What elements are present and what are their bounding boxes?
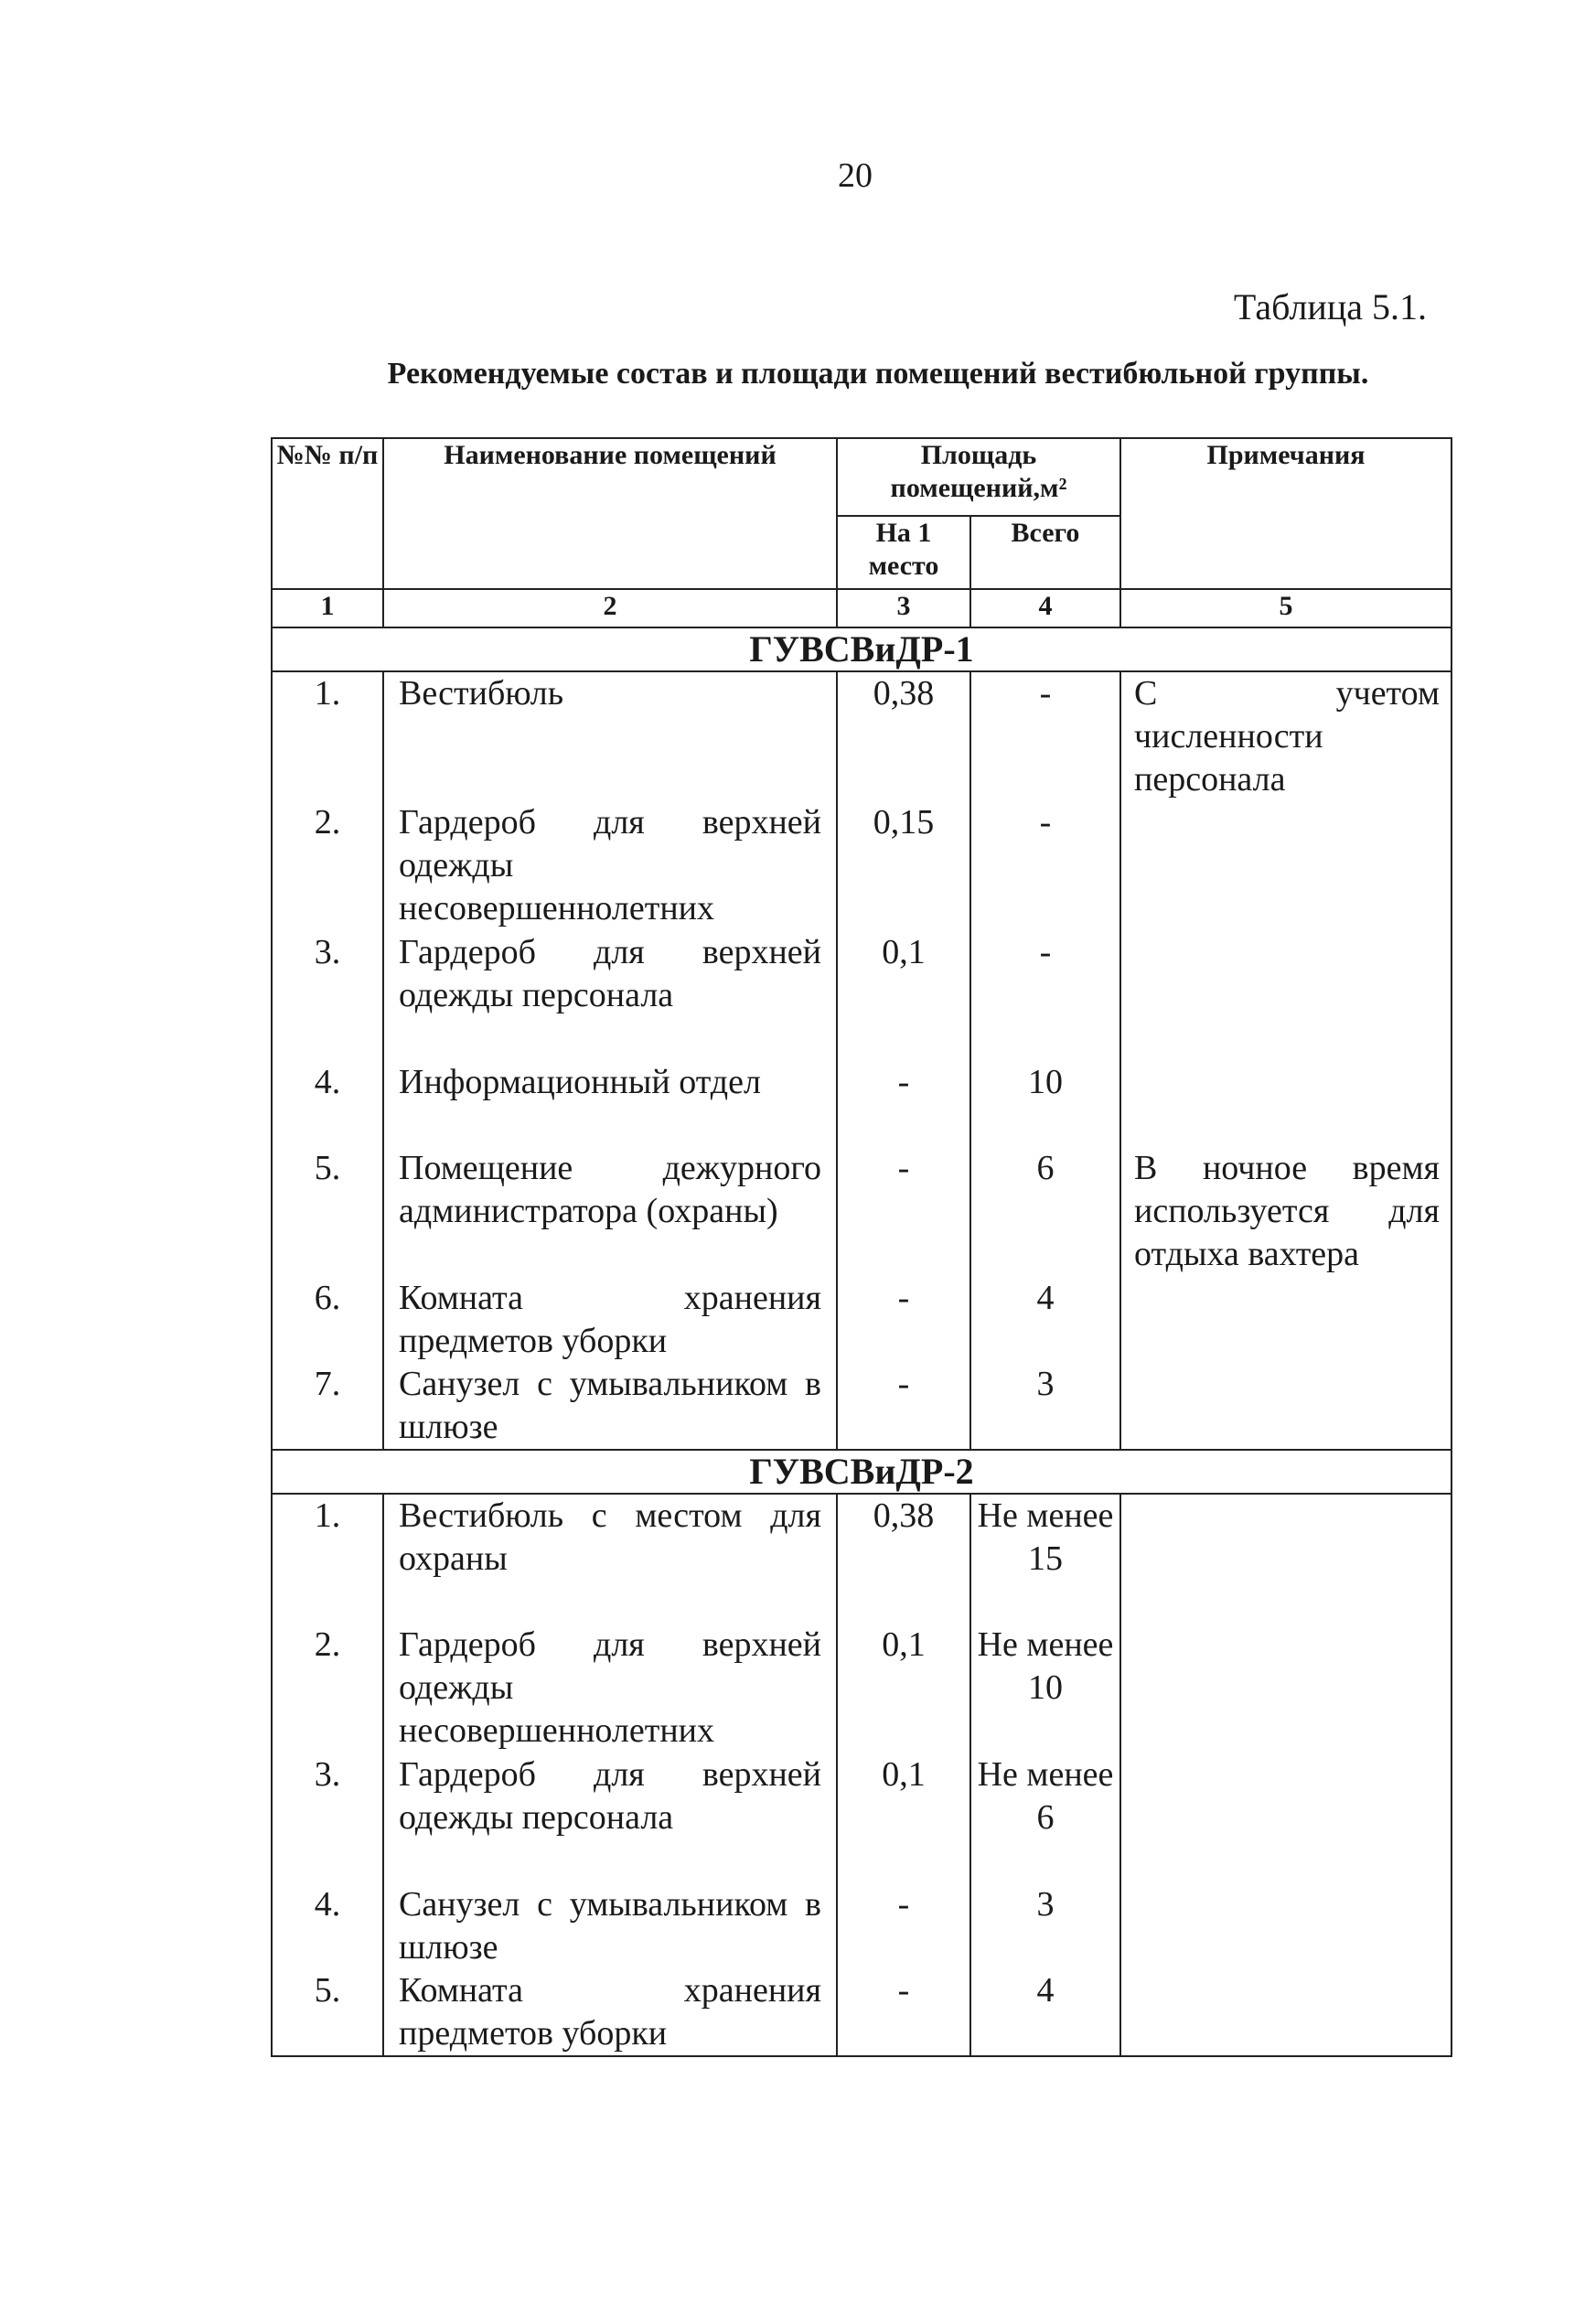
column-number: 4 — [970, 589, 1120, 627]
table-row — [272, 1277, 1451, 1363]
area-per-place: 0,1 — [837, 1753, 970, 1883]
room-note — [1120, 1753, 1451, 1883]
room-name: Гардероб для верхней одежды персонала — [383, 1753, 837, 1883]
row-number: 3. — [272, 931, 383, 1061]
header-area: Площадь помещений,м² — [837, 438, 1120, 516]
row-number: 5. — [272, 1147, 383, 1277]
room-name: Санузел с умывальником в шлюзе — [383, 1883, 837, 1969]
column-number: 3 — [837, 589, 970, 627]
area-per-place: - — [837, 1883, 970, 1969]
room-name: Вестибюль — [383, 671, 837, 801]
column-number: 1 — [272, 589, 383, 627]
table-row — [272, 1969, 1451, 2056]
rooms-table — [271, 437, 1452, 2057]
header-name: Наименование помещений — [383, 438, 837, 589]
column-number: 5 — [1120, 589, 1451, 627]
row-number: 6. — [272, 1277, 383, 1363]
row-number: 1. — [272, 671, 383, 801]
table-label: Таблица 5.1. — [1233, 286, 1427, 327]
area-per-place: 0,38 — [837, 1494, 970, 1624]
room-note — [1120, 1624, 1451, 1753]
header-total: Всего — [970, 516, 1120, 589]
area-per-place: - — [837, 1969, 970, 2056]
room-name: Гардероб для верхней одежды несовершеннолетних — [383, 801, 837, 931]
area-total: - — [970, 671, 1120, 801]
table-row — [272, 1061, 1451, 1147]
area-total: Не менее 15 — [970, 1494, 1120, 1624]
table-caption: Рекомендуемые состав и площади помещений вестибюльной группы. — [387, 357, 1369, 391]
row-number: 2. — [272, 1624, 383, 1753]
row-number: 7. — [272, 1363, 383, 1450]
table-row — [272, 801, 1451, 931]
room-name: Помещение дежурного администратора (охраны) — [383, 1147, 837, 1277]
room-name: Вестибюль с местом для охраны — [383, 1494, 837, 1624]
row-number: 5. — [272, 1969, 383, 2056]
room-note: В ночное время используется для отдыха вахтера — [1120, 1147, 1451, 1277]
room-name: Гардероб для верхней одежды персонала — [383, 931, 837, 1061]
group-title: ГУВСВиДР-2 — [272, 1450, 1451, 1494]
area-total: Не менее 6 — [970, 1753, 1120, 1883]
header-per-place: На 1 место — [837, 516, 970, 589]
area-total: - — [970, 801, 1120, 931]
row-number: 2. — [272, 801, 383, 931]
area-total: 4 — [970, 1277, 1120, 1363]
area-total: 10 — [970, 1061, 1120, 1147]
table-row — [272, 1883, 1451, 1969]
area-total: - — [970, 931, 1120, 1061]
area-total: 3 — [970, 1883, 1120, 1969]
table-row — [272, 1363, 1451, 1450]
table-row — [272, 1753, 1451, 1883]
page-number: 20 — [838, 156, 873, 195]
table-row — [272, 671, 1451, 801]
area-per-place: - — [837, 1147, 970, 1277]
area-per-place: - — [837, 1363, 970, 1450]
column-number: 2 — [383, 589, 837, 627]
area-total: 4 — [970, 1969, 1120, 2056]
area-per-place: 0,1 — [837, 1624, 970, 1753]
table-row — [272, 1624, 1451, 1753]
area-per-place: - — [837, 1277, 970, 1363]
table-row — [272, 1147, 1451, 1277]
room-name: Комната хранения предметов уборки — [383, 1277, 837, 1363]
area-per-place: 0,1 — [837, 931, 970, 1061]
room-note — [1120, 1061, 1451, 1147]
row-number: 1. — [272, 1494, 383, 1624]
row-number: 3. — [272, 1753, 383, 1883]
room-name: Санузел с умывальником в шлюзе — [383, 1363, 837, 1450]
room-note: С учетом численности персонала — [1120, 671, 1451, 801]
room-note — [1120, 1363, 1451, 1450]
row-number: 4. — [272, 1061, 383, 1147]
area-total: 6 — [970, 1147, 1120, 1277]
room-name: Информационный отдел — [383, 1061, 837, 1147]
header-number: №№ п/п — [272, 438, 383, 589]
room-note — [1120, 801, 1451, 931]
room-note — [1120, 1883, 1451, 1969]
area-total: Не менее 10 — [970, 1624, 1120, 1753]
group-title: ГУВСВиДР-1 — [272, 627, 1451, 671]
area-per-place: 0,38 — [837, 671, 970, 801]
table-row — [272, 1494, 1451, 1624]
room-name: Комната хранения предметов уборки — [383, 1969, 837, 2056]
area-total: 3 — [970, 1363, 1120, 1450]
room-note — [1120, 1277, 1451, 1363]
room-name: Гардероб для верхней одежды несовершеннолетних — [383, 1624, 837, 1753]
header-notes: Примечания — [1120, 438, 1451, 589]
room-note — [1120, 1969, 1451, 2056]
room-note — [1120, 1494, 1451, 1624]
area-per-place: - — [837, 1061, 970, 1147]
area-per-place: 0,15 — [837, 801, 970, 931]
table-row — [272, 931, 1451, 1061]
row-number: 4. — [272, 1883, 383, 1969]
room-note — [1120, 931, 1451, 1061]
